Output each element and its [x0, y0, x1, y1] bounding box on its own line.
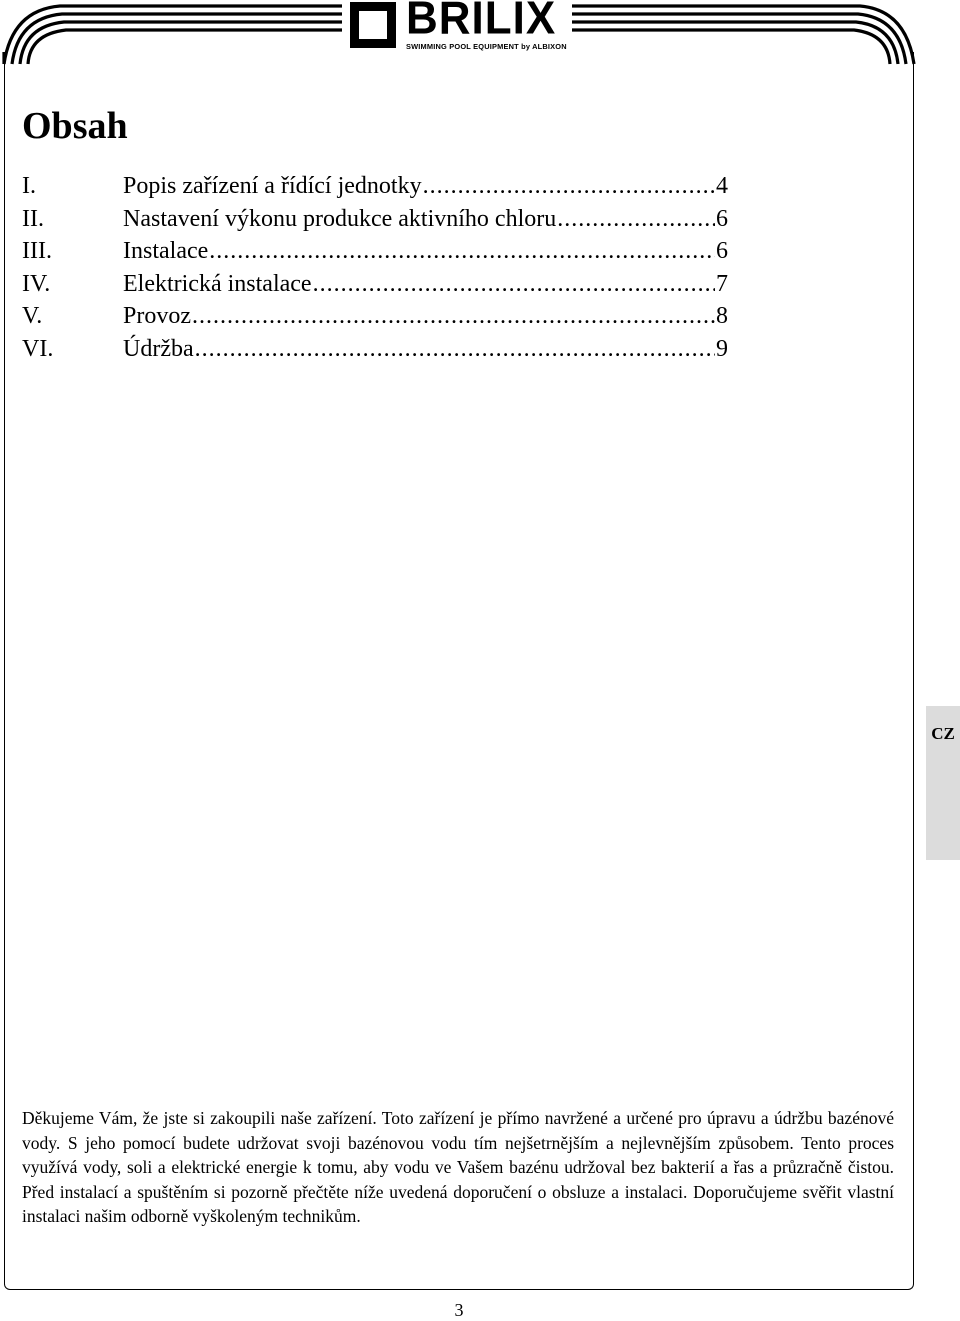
toc-number: IV.: [22, 270, 51, 297]
intro-paragraph: Děkujeme Vám, že jste si zakoupili naše zařízení. Toto zařízení je přímo navržené a určené pro úpravu a údržbu bazénové vody. S jeho pomocí budete udržovat svoji bazénovou vodu tím nejšetrnějším a nejlevnějším způsobem. Tento proces využívá vody, soli a elektrické energie k tomu, aby vodu ve Vašem bazénu udržoval bez bakterií a řas a průzračně čistou. Před instalací a spuštěním si pozorně přečtěte níže uvedená doporučení o obsluze a instalaci. Doporučujeme svěřit vlastní instalaci našim odborně vyškoleným technikům.: [22, 1108, 894, 1226]
toc-page-number: 8: [716, 303, 728, 329]
toc-leader-dots: [423, 170, 715, 203]
logo-square-mark: [350, 2, 396, 48]
toc-title: Údržba: [123, 335, 194, 362]
logo-wordmark: BRILIX: [406, 0, 557, 45]
toc-title: Elektrická instalace: [123, 270, 312, 297]
toc-page-number: 6: [716, 238, 728, 264]
logo-tagline: SWIMMING POOL EQUIPMENT by ALBIXON: [406, 42, 567, 51]
language-label: CZ: [931, 724, 955, 743]
toc-entry-2[interactable]: [22, 203, 728, 236]
page-title: Obsah: [22, 105, 128, 147]
toc-leader-dots: [192, 300, 715, 333]
toc-title: Popis zařízení a řídící jednotky: [123, 173, 422, 199]
toc-leader-dots: [557, 203, 715, 236]
toc-title: Provoz: [123, 303, 191, 329]
toc-entry-1[interactable]: [22, 170, 728, 203]
toc-entry-5[interactable]: [22, 300, 728, 333]
toc-page-number: 9: [716, 335, 728, 362]
toc-entry-3[interactable]: [22, 235, 728, 268]
toc-page-number: 6: [716, 205, 728, 232]
page-number: 3: [454, 1300, 464, 1320]
toc-leader-dots: [313, 268, 715, 301]
language-tab: [926, 706, 960, 860]
toc-number: I.: [22, 173, 36, 199]
toc-entry-6[interactable]: [22, 333, 728, 366]
toc-entry-4[interactable]: [22, 268, 728, 301]
table-of-contents: [22, 170, 728, 365]
toc-number: III.: [22, 238, 52, 264]
toc-page-number: 4: [716, 173, 728, 199]
toc-page-number: 7: [716, 270, 728, 297]
toc-title: Nastavení výkonu produkce aktivního chloru: [123, 205, 557, 232]
brilix-logo: [348, 0, 566, 54]
toc-number: VI.: [22, 335, 54, 362]
toc-number: II.: [22, 205, 44, 232]
toc-leader-dots: [209, 235, 715, 268]
toc-leader-dots: [195, 333, 715, 366]
toc-title: Instalace: [123, 238, 209, 264]
toc-number: V.: [22, 303, 43, 329]
